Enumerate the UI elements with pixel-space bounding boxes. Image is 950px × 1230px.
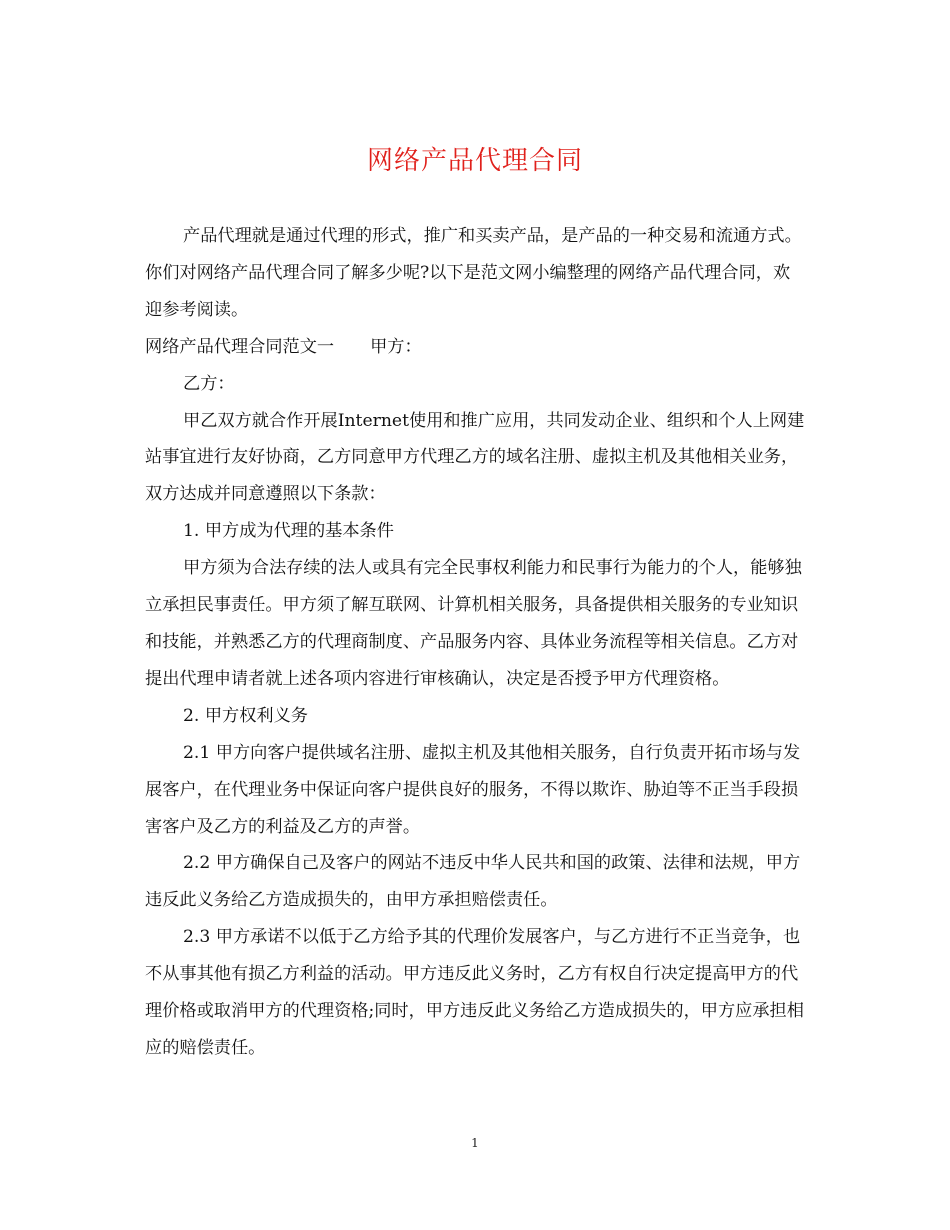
sample-heading: 网络产品代理合同范文一 [145, 336, 335, 357]
clause-2-2: 2.2 甲方确保自己及客户的网站不违反中华人民共和国的政策、法律和法规，甲方违反此义务给乙方造成损失的，由甲方承担赔偿责任。 [145, 853, 801, 911]
party-b-label: 乙方： [183, 373, 235, 394]
sample-heading-line [145, 329, 807, 366]
section-1-heading: 1. 甲方成为代理的基本条件 [183, 521, 394, 542]
party-a-label: 甲方： [370, 336, 422, 357]
section-2-heading: 2. 甲方权利义务 [183, 705, 308, 726]
document-title: 网络产品代理合同 [366, 146, 583, 176]
clause-2-1: 2.1 甲方向客户提供域名注册、虚拟主机及其他相关服务，自行负责开拓市场与发展客户，在代理业务中保证向客户提供良好的服务，不得以欺诈、胁迫等不正当手段损害客户及乙方的利益及乙方的声誉。 [145, 742, 801, 837]
document-body [145, 218, 807, 1067]
page-number: 1 [471, 1136, 479, 1150]
preamble-paragraph: 甲乙双方就合作开展Internet使用和推广应用，共同发动企业、组织和个人上网建站事宜进行友好协商，乙方同意甲方代理乙方的域名注册、虚拟主机及其他相关业务，双方达成并同意遵照以下条款： [145, 410, 805, 505]
clause-2-3: 2.3 甲方承诺不以低于乙方给予其的代理价发展客户，与乙方进行不正当竞争，也不从事其他有损乙方利益的活动。甲方违反此义务时，乙方有权自行决定提高甲方的代理价格或取消甲方的代理资格;同时，甲方违反此义务给乙方造成损失的，甲方应承担相应的赔偿责任。 [145, 927, 804, 1058]
intro-paragraph: 产品代理就是通过代理的形式，推广和买卖产品，是产品的一种交易和流通方式。你们对网络产品代理合同了解多少呢?以下是范文网小编整理的网络产品代理合同，欢迎参考阅读。 [145, 226, 802, 320]
section-1-paragraph: 甲方须为合法存续的法人或具有完全民事权利能力和民事行为能力的个人，能够独立承担民事责任。甲方须了解互联网、计算机相关服务，具备提供相关服务的专业知识和技能，并熟悉乙方的代理商制度、产品服务内容、具体业务流程等相关信息。乙方对提出代理申请者就上述各项内容进行审核确认，决定是否授予甲方代理资格。 [145, 558, 802, 689]
